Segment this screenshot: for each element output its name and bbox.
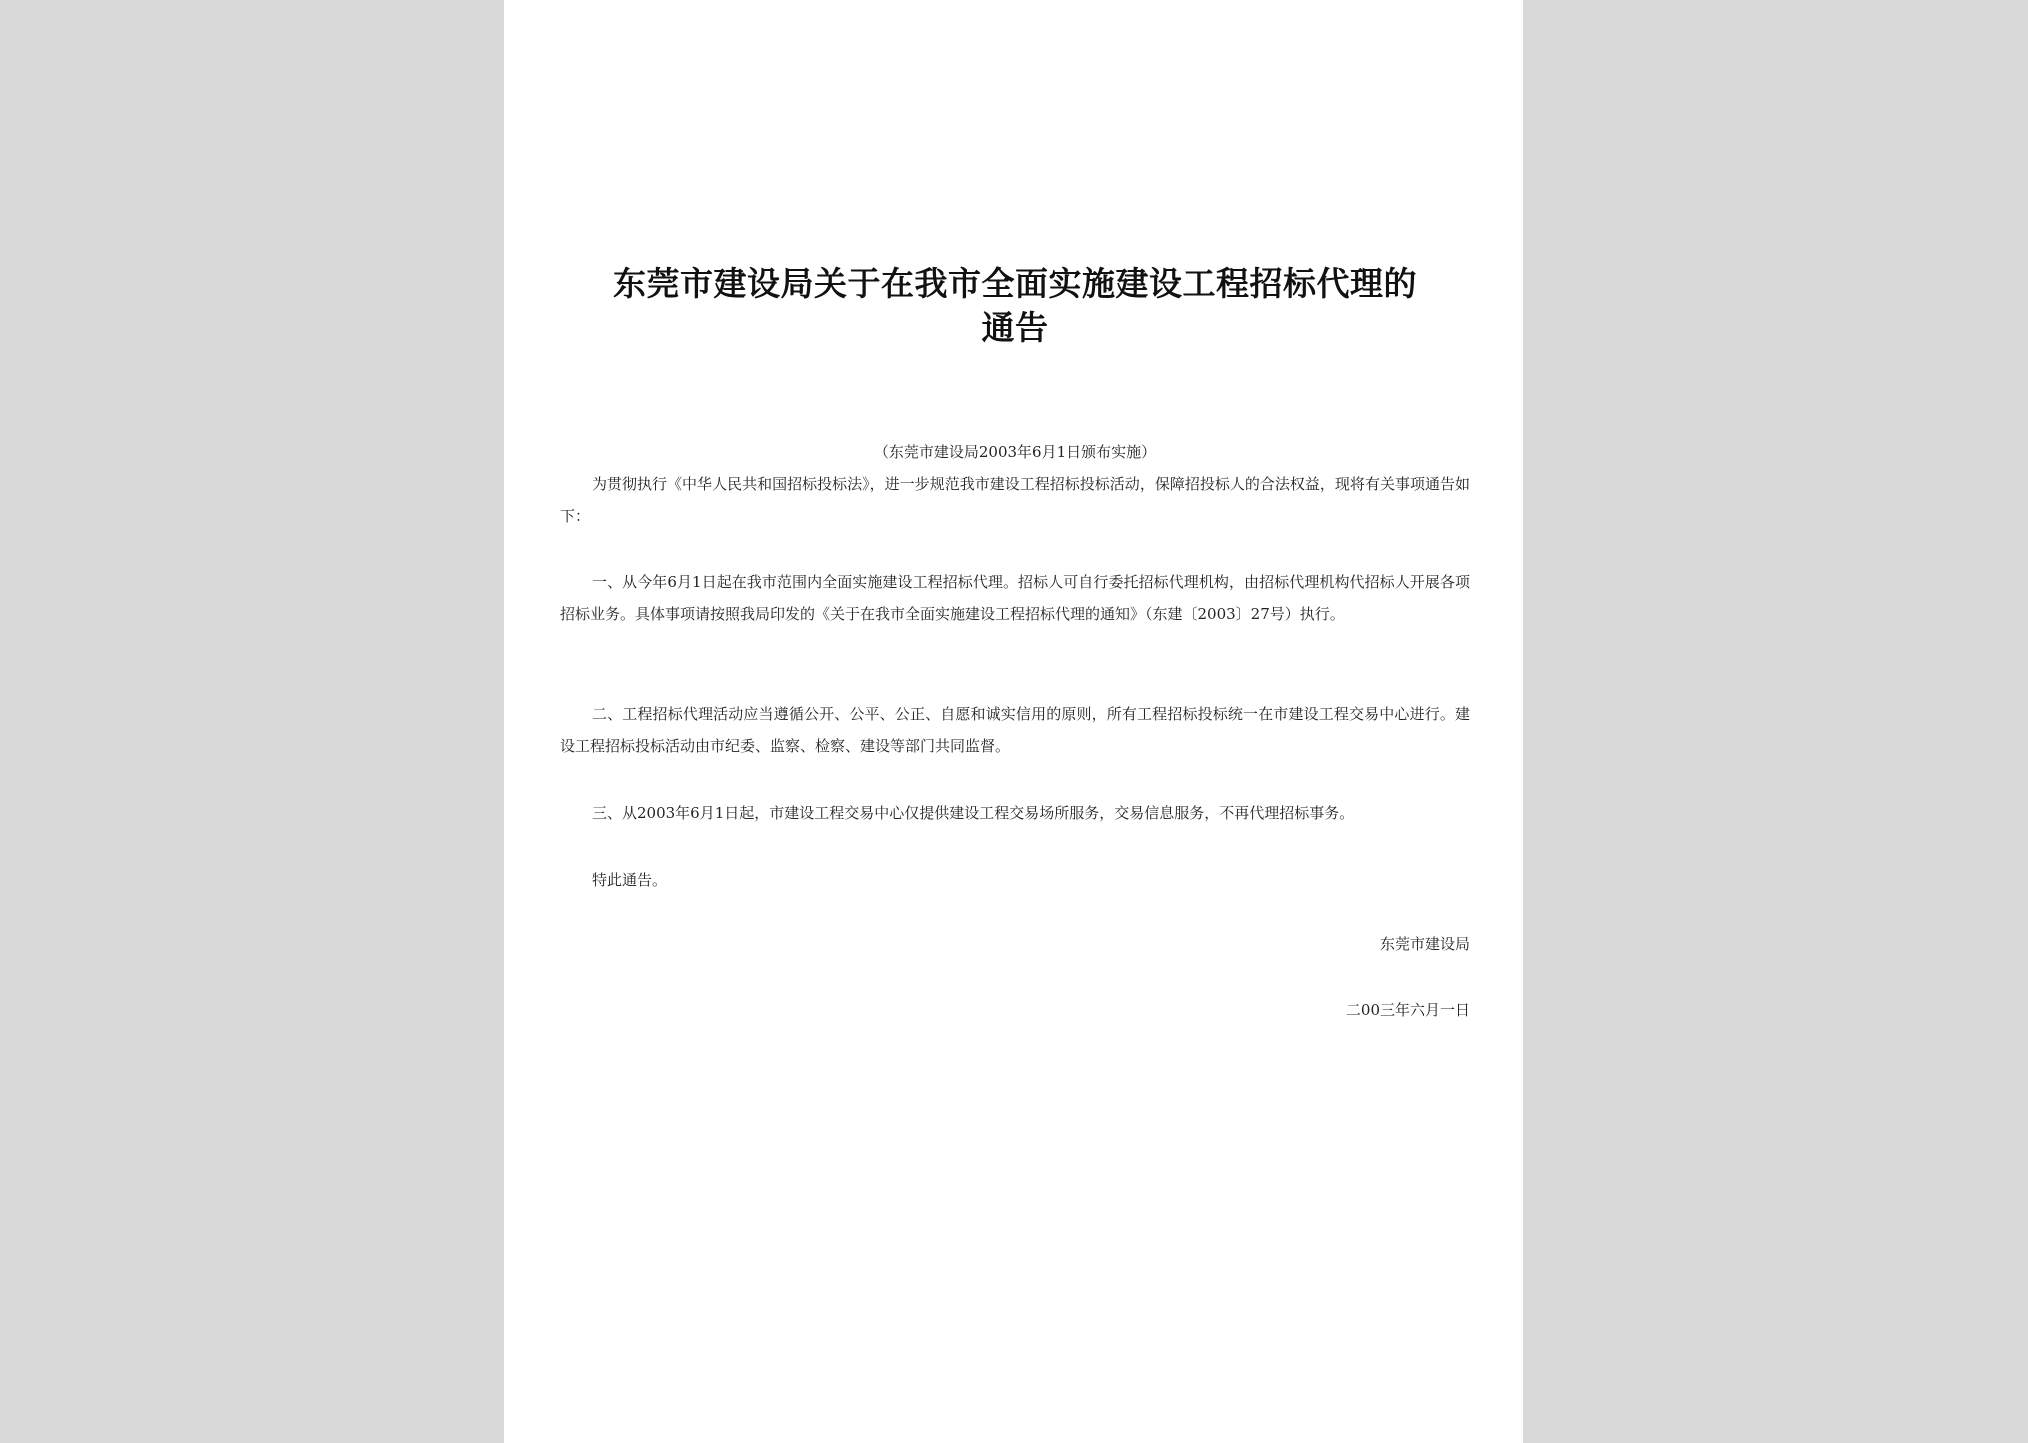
closing-paragraph: 特此通告。 <box>592 871 668 889</box>
issue-date: 二00三年六月一日 <box>1345 1001 1470 1019</box>
intro-paragraph: 为贯彻执行《中华人民共和国招标投标法》，进一步规范我市建设工程招标投标活动，保障招投标人的合法权益，现将有关事项通告如下： <box>560 475 1470 525</box>
document-page <box>504 0 1523 1443</box>
item-three-paragraph: 三、从2003年6月1日起，市建设工程交易中心仅提供建设工程交易场所服务，交易信息服务，不再代理招标事务。 <box>592 804 1355 822</box>
document-title <box>560 262 1470 350</box>
issue-note: （东莞市建设局2003年6月1日颁布实施） <box>873 443 1157 461</box>
title-line-1: 东莞市建设局关于在我市全面实施建设工程招标代理的 <box>613 264 1417 303</box>
item-two-paragraph: 二、工程招标代理活动应当遵循公开、公平、公正、自愿和诚实信用的原则，所有工程招标投标统一在市建设工程交易中心进行。建设工程招标投标活动由市纪委、监察、检察、建设等部门共同监督。 <box>560 705 1470 755</box>
item-one-paragraph: 一、从今年6月1日起在我市范围内全面实施建设工程招标代理。招标人可自行委托招标代理机构，由招标代理机构代招标人开展各项招标业务。具体事项请按照我局印发的《关于在我市全面实施建设工程招标代理的通知》（东建〔2003〕27号）执行。 <box>560 573 1470 623</box>
title-line-2: 通告 <box>981 308 1049 347</box>
issuer-signature: 东莞市建设局 <box>1379 935 1470 953</box>
